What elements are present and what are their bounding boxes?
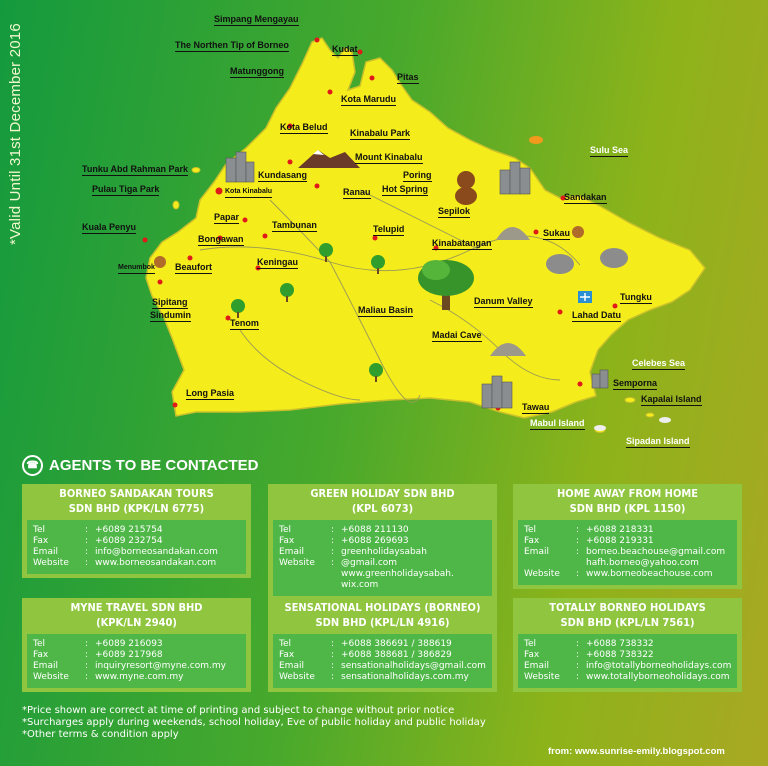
label-tenom: Tenom [230, 318, 259, 328]
colon: : [576, 569, 580, 579]
colon: : [85, 536, 89, 546]
agent-name: TOTALLY BORNEO HOLIDAYS SDN BHD (KPL/LN 7561) [549, 601, 706, 629]
colon: : [331, 661, 335, 671]
fax-label: Fax [279, 650, 295, 660]
colon: : [85, 639, 89, 649]
label-kota-belud: Kota Belud [280, 122, 328, 132]
agent-website[interactable]: www.borneosandakan.com [95, 558, 217, 568]
label-danum-valley: Danum Valley [474, 296, 533, 306]
agent-email[interactable]: info@borneosandakan.com [95, 547, 218, 557]
agent-tel: +6088 386691 / 388619 [341, 639, 452, 649]
label-lahad-datu: Lahad Datu [572, 310, 622, 320]
label-tambunan: Tambunan [272, 220, 317, 230]
email-label: Email [33, 547, 58, 557]
colon: : [331, 558, 335, 568]
label-tunku-abd-rahman: Tunku Abd Rahman Park [82, 164, 189, 174]
tel-label: Tel [279, 639, 292, 649]
label-sukau: Sukau [543, 228, 571, 238]
agent-email[interactable]: sensationalholidays@gmail.com [341, 661, 486, 671]
agent-card [22, 484, 251, 578]
agent-card [22, 598, 251, 692]
label-ranau: Ranau [343, 187, 371, 197]
footnote: *Surcharges apply during weekends, school holiday, Eve of public holiday and public holiday [22, 717, 486, 728]
colon: : [576, 525, 580, 535]
label-kota-marudu: Kota Marudu [341, 94, 396, 104]
agent-website[interactable]: www.borneobeachouse.com [586, 569, 713, 579]
label-kapalai-island: Kapalai Island [641, 394, 702, 404]
source-credit[interactable]: from: www.sunrise-emily.blogspot.com [548, 746, 725, 757]
footnote: *Other terms & condition apply [22, 729, 179, 740]
agents-heading [22, 455, 258, 476]
agent-email[interactable]: borneo.beachouse@gmail.com hafh.borneo@yahoo.com [586, 547, 726, 568]
website-label: Website [524, 569, 560, 579]
label-mabul-island: Mabul Island [530, 418, 585, 428]
agent-card [513, 598, 742, 692]
colon: : [576, 650, 580, 660]
email-label: Email [524, 661, 549, 671]
website-label: Website [279, 672, 315, 682]
colon: : [85, 650, 89, 660]
label-matunggong: Matunggong [230, 66, 284, 76]
label-bongawan: Bongawan [198, 234, 244, 244]
website-label: Website [33, 672, 69, 682]
label-telupid: Telupid [373, 224, 405, 234]
email-label: Email [524, 547, 549, 557]
tel-label: Tel [33, 639, 46, 649]
label-menumbok: Menumbok [118, 262, 155, 274]
colon: : [331, 547, 335, 557]
agent-fax: +6088 738322 [586, 650, 654, 660]
phone-icon: ☎ [22, 455, 43, 476]
colon: : [576, 661, 580, 671]
agent-fax: +6089 232754 [95, 536, 163, 546]
label-long-pasia: Long Pasia [186, 388, 235, 398]
agent-fax: +6089 217968 [95, 650, 163, 660]
agent-name: HOME AWAY FROM HOME SDN BHD (KPL 1150) [557, 487, 698, 515]
agent-email[interactable]: greenholidaysabah [341, 547, 427, 557]
label-sipadan-island: Sipadan Island [626, 436, 690, 446]
colon: : [85, 558, 89, 568]
colon: : [576, 536, 580, 546]
colon: : [85, 661, 89, 671]
agent-name: SENSATIONAL HOLIDAYS (BORNEO) SDN BHD (KPL/LN 4916) [284, 601, 481, 629]
label-simpang-mengayau: Simpang Mengayau [214, 14, 299, 24]
label-hot-spring: Hot Spring [382, 184, 428, 194]
website-label: Website [33, 558, 69, 568]
agent-website[interactable]: www.totallyborneoholidays.com [586, 672, 730, 682]
label-kota-kinabalu: Kota Kinabalu [225, 186, 272, 198]
agent-card [268, 484, 497, 600]
label-sipitang: Sipitang [152, 297, 188, 307]
agent-email[interactable]: info@totallyborneoholidays.com [586, 661, 732, 671]
label-semporna: Semporna [613, 378, 658, 388]
tel-label: Tel [524, 639, 537, 649]
agent-website[interactable]: @gmail.com www.greenholidaysabah. wix.com [341, 558, 454, 590]
fax-label: Fax [33, 536, 49, 546]
colon: : [85, 672, 89, 682]
sabah-landmass [146, 38, 705, 418]
label-tungku: Tungku [620, 292, 652, 302]
agent-fax: +6088 219331 [586, 536, 654, 546]
label-northern-tip: The Northen Tip of Borneo [175, 40, 289, 50]
label-papar: Papar [214, 212, 240, 222]
agents-title: AGENTS TO BE CONTACTED [49, 457, 259, 474]
colon: : [331, 536, 335, 546]
agent-card [268, 598, 497, 692]
agent-website[interactable]: sensationalholidays.com.my [341, 672, 469, 682]
label-pulau-tiga: Pulau Tiga Park [92, 184, 160, 194]
fax-label: Fax [524, 650, 540, 660]
label-kundasang: Kundasang [258, 170, 308, 180]
label-kinabalu-park: Kinabalu Park [350, 128, 411, 138]
label-kuala-penyu: Kuala Penyu [82, 222, 137, 232]
fax-label: Fax [524, 536, 540, 546]
tel-label: Tel [524, 525, 537, 535]
label-kudat: Kudat [332, 44, 358, 54]
agent-card [513, 484, 742, 589]
label-sindumin: Sindumin [150, 310, 191, 320]
email-label: Email [279, 661, 304, 671]
agent-tel: +6088 218331 [586, 525, 654, 535]
label-beaufort: Beaufort [175, 262, 213, 272]
agent-fax: +6088 269693 [341, 536, 409, 546]
airport-icon [578, 291, 592, 303]
colon: : [331, 650, 335, 660]
label-pitas: Pitas [397, 72, 419, 82]
colon: : [576, 639, 580, 649]
agent-fax: +6088 388681 / 386829 [341, 650, 452, 660]
agent-email[interactable]: inquiryresort@myne.com.my [95, 661, 226, 671]
colon: : [331, 525, 335, 535]
label-sandakan: Sandakan [564, 192, 607, 202]
website-label: Website [279, 558, 315, 568]
footnote: *Price shown are correct at time of printing and subject to change without prior notice [22, 705, 455, 716]
colon: : [576, 672, 580, 682]
label-sulu-sea: Sulu Sea [590, 145, 629, 155]
label-keningau: Keningau [257, 257, 299, 267]
agent-website[interactable]: www.myne.com.my [95, 672, 184, 682]
email-label: Email [279, 547, 304, 557]
label-tawau: Tawau [522, 402, 550, 412]
label-madai-cave: Madai Cave [432, 330, 482, 340]
agent-tel: +6089 216093 [95, 639, 163, 649]
label-mount-kinabalu: Mount Kinabalu [355, 152, 423, 162]
label-poring: Poring [403, 170, 432, 180]
email-label: Email [33, 661, 58, 671]
colon: : [331, 672, 335, 682]
agent-tel: +6088 211130 [341, 525, 409, 535]
colon: : [85, 547, 89, 557]
agent-name: GREEN HOLIDAY SDN BHD (KPL 6073) [310, 487, 455, 515]
tel-label: Tel [33, 525, 46, 535]
colon: : [331, 639, 335, 649]
fax-label: Fax [33, 650, 49, 660]
agent-tel: +6089 215754 [95, 525, 163, 535]
valid-until-note: *Valid Until 31st December 2016 [7, 23, 24, 245]
colon: : [576, 547, 580, 557]
colon: : [85, 525, 89, 535]
agent-name: BORNEO SANDAKAN TOURS SDN BHD (KPK/LN 6775) [59, 487, 214, 515]
footnotes [22, 705, 486, 741]
label-celebes-sea: Celebes Sea [632, 358, 686, 368]
fax-label: Fax [279, 536, 295, 546]
label-sepilok: Sepilok [438, 206, 471, 216]
website-label: Website [524, 672, 560, 682]
tel-label: Tel [279, 525, 292, 535]
agent-tel: +6088 738332 [586, 639, 654, 649]
label-maliau-basin: Maliau Basin [358, 305, 414, 315]
label-kinabatangan: Kinabatangan [432, 238, 492, 248]
agent-name: MYNE TRAVEL SDN BHD (KPK/LN 2940) [70, 601, 203, 629]
